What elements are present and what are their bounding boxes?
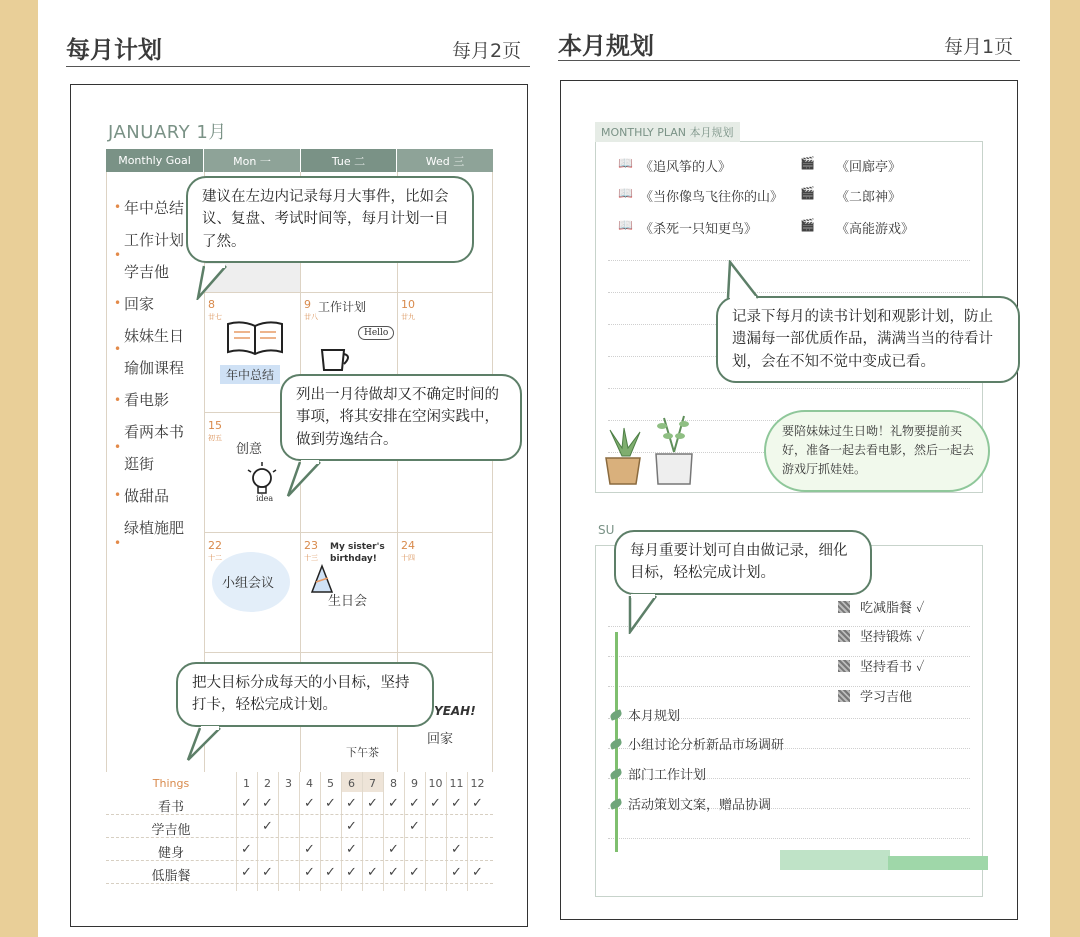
washi-tape (888, 856, 988, 870)
check-mark-icon: ✓ (241, 796, 252, 811)
dotted-line (608, 388, 970, 389)
note-creative: 创意 (236, 442, 263, 457)
left-divider (66, 66, 530, 67)
tip-bubble-monthly: 每月重要计划可自由做记录，细化目标，轻松完成计划。 (614, 530, 872, 595)
bubble-tail (286, 460, 326, 498)
note-afternoon-tea: 下午茶 (346, 746, 379, 759)
dotted-line (608, 838, 970, 839)
things-row-label: 健身 (157, 846, 184, 861)
check-mark-icon: ✓ (472, 865, 483, 880)
check-mark-icon: ✓ (388, 865, 399, 880)
day-lunar: 初五 (208, 434, 222, 442)
film-icon: 🎬 (800, 186, 815, 200)
goal-item: 妹妹生日 (124, 327, 185, 345)
calendar-header (106, 149, 493, 172)
note-yeah: YEAH! (434, 704, 476, 718)
day-number: 8 (208, 298, 215, 311)
things-day-number: 6 (348, 777, 355, 790)
check-mark-icon: ✓ (241, 842, 252, 857)
check-mark-icon: ✓ (472, 796, 483, 811)
day-lunar: 十二 (208, 554, 222, 562)
grid-hline (204, 532, 493, 533)
washi-tape (780, 850, 890, 870)
header-mon: Mon 一 (204, 149, 301, 172)
checkbox-square-icon (838, 601, 850, 613)
check-mark-icon: ✓ (451, 865, 462, 880)
check-item: 吃减脂餐 ✓ (860, 601, 925, 616)
note-summary: 年中总结 (220, 365, 280, 384)
things-day-number: 4 (306, 777, 313, 790)
check-mark-icon: ✓ (262, 796, 273, 811)
movie-item: 《二郎神》 (836, 190, 902, 205)
check-mark-icon: ✓ (325, 796, 336, 811)
dotted-line (608, 260, 970, 261)
note-sister-birthday: My sister's birthday! (330, 542, 385, 564)
coffee-cup-icon (318, 340, 354, 374)
goal-item: 看两本书 (124, 423, 185, 441)
things-day-number: 12 (470, 777, 485, 790)
goal-item: 看电影 (124, 391, 170, 409)
check-mark-icon: ✓ (241, 865, 252, 880)
note-idea: idea (256, 494, 274, 503)
day-number: 24 (401, 539, 415, 552)
bubble-tail (624, 594, 664, 634)
right-section-title: 本月规划 (558, 32, 654, 60)
check-mark-icon: ✓ (346, 865, 357, 880)
check-mark-icon: ✓ (346, 842, 357, 857)
note-work-plan: 工作计划 (318, 300, 367, 314)
check-item: 坚持锻炼 ✓ (860, 630, 925, 645)
dotted-line (608, 686, 970, 687)
book-icon: 📖 (618, 218, 633, 232)
book-item: 《当你像鸟飞往你的山》 (640, 190, 784, 205)
task-item: 本月规划 (628, 709, 681, 724)
goal-bullet: • (114, 440, 122, 454)
things-day-number: 10 (428, 777, 443, 790)
day-number: 23 (304, 539, 318, 552)
open-book-icon (224, 318, 286, 358)
goal-bullet: • (114, 200, 122, 214)
things-day-number: 7 (369, 777, 376, 790)
goal-bullet: • (114, 536, 122, 550)
summary-label: SU (598, 523, 615, 537)
goal-item: 瑜伽课程 (124, 359, 185, 377)
book-icon: 📖 (618, 186, 633, 200)
day-lunar: 十三 (304, 554, 318, 562)
check-mark-icon: ✓ (409, 796, 420, 811)
month-title: JANUARY 1月 (108, 122, 227, 143)
check-mark-icon: ✓ (325, 865, 336, 880)
goal-bullet: • (114, 488, 122, 502)
day-lunar: 廿八 (304, 313, 318, 321)
goal-bullet: • (114, 248, 122, 262)
goal-bullet: • (114, 296, 122, 310)
day-number: 10 (401, 298, 415, 311)
check-mark-icon: ✓ (430, 796, 441, 811)
book-item: 《杀死一只知更鸟》 (640, 222, 758, 237)
things-day-number: 5 (327, 777, 334, 790)
day-lunar: 十四 (401, 554, 415, 562)
goal-item: 年中总结 (124, 199, 185, 217)
check-mark-icon: ✓ (367, 865, 378, 880)
potted-plant-icon (650, 412, 700, 488)
goal-item: 工作计划 (124, 231, 185, 249)
note-birthday-party: 生日会 (328, 594, 368, 609)
goal-item: 学吉他 (124, 263, 170, 281)
things-day-number: 3 (285, 777, 292, 790)
checkbox-square-icon (838, 690, 850, 702)
check-mark-icon: ✓ (304, 842, 315, 857)
movie-item: 《高能游戏》 (836, 222, 915, 237)
grid-hline (204, 652, 493, 653)
grid-hline (204, 292, 493, 293)
things-header-label: Things (152, 777, 190, 790)
things-day-number: 11 (449, 777, 464, 790)
bubble-tail (186, 726, 226, 762)
check-mark-icon: ✓ (451, 842, 462, 857)
goal-item: 回家 (124, 295, 155, 313)
tip-bubble-events: 建议在左边内记录每月大事件，比如会议、复盘、考试时间等，每月计划一目了然。 (186, 176, 474, 263)
tip-bubble-goals: 把大目标分成每天的小目标，坚持打卡，轻松完成计划。 (176, 662, 434, 727)
header-monthly-goal: Monthly Goal (106, 149, 204, 172)
right-divider (558, 60, 1020, 61)
monthly-plan-label: MONTHLY PLAN 本月规划 (595, 122, 740, 142)
check-mark-icon: ✓ (451, 796, 462, 811)
goal-item: 做甜品 (124, 487, 170, 505)
film-icon: 🎬 (800, 218, 815, 232)
things-row-label: 看书 (157, 800, 184, 815)
day-number: 9 (304, 298, 311, 311)
check-mark-icon: ✓ (346, 819, 357, 834)
note-group-meeting: 小组会议 (222, 576, 275, 591)
things-day-number: 8 (390, 777, 397, 790)
task-item: 小组讨论分析新品市场调研 (628, 738, 785, 753)
check-mark-icon: ✓ (367, 796, 378, 811)
check-mark-icon: ✓ (262, 819, 273, 834)
book-item: 《追风筝的人》 (640, 160, 732, 175)
task-item: 活动策划文案，赠品协调 (628, 798, 772, 813)
note-home: 回家 (427, 732, 454, 747)
check-mark-icon: ✓ (388, 796, 399, 811)
check-mark-icon: ✓ (409, 819, 420, 834)
film-icon: 🎬 (800, 156, 815, 170)
left-page-count: 每月2页 (452, 40, 522, 62)
task-item: 部门工作计划 (628, 768, 707, 783)
things-day-number: 9 (411, 777, 418, 790)
day-lunar: 廿九 (401, 313, 415, 321)
things-day-number: 1 (243, 777, 250, 790)
book-icon: 📖 (618, 156, 633, 170)
things-row-label: 学吉他 (151, 823, 191, 838)
dotted-line (608, 292, 970, 293)
header-wed: Wed 三 (397, 149, 493, 172)
header-tue: Tue 二 (301, 149, 397, 172)
tip-bubble-schedule: 列出一月待做却又不确定时间的事项，将其安排在空闲实践中，做到劳逸结合。 (280, 374, 522, 461)
potted-plant-icon (600, 426, 646, 488)
things-day-number: 2 (264, 777, 271, 790)
goal-bullet: • (114, 393, 122, 407)
bubble-tail (724, 260, 764, 300)
goal-item: 逛街 (124, 455, 155, 473)
day-number: 22 (208, 539, 222, 552)
tip-bubble-reading: 记录下每月的读书计划和观影计划，防止遗漏每一部优质作品，满满当当的待看计划，会在不知不觉中变成已看。 (716, 296, 1020, 383)
bubble-tail (196, 264, 236, 300)
goal-bullet: • (114, 342, 122, 356)
things-row-label: 低脂餐 (151, 869, 191, 884)
check-mark-icon: ✓ (346, 796, 357, 811)
movie-item: 《回廊亭》 (836, 160, 902, 175)
day-number: 15 (208, 419, 222, 432)
check-item: 坚持看书 ✓ (860, 660, 925, 675)
goal-item: 绿植施肥 (124, 519, 185, 537)
note-hello: Hello (358, 326, 394, 340)
day-lunar: 廿七 (208, 313, 222, 321)
check-mark-icon: ✓ (409, 865, 420, 880)
birthday-note-text: 要陪妹妹过生日呦！礼物要提前买好，准备一起去看电影，然后一起去游戏厅抓娃娃。 (782, 424, 975, 477)
check-mark-icon: ✓ (262, 865, 273, 880)
right-page-count: 每月1页 (944, 36, 1014, 58)
checkbox-square-icon (838, 630, 850, 642)
check-mark-icon: ✓ (304, 796, 315, 811)
check-mark-icon: ✓ (388, 842, 399, 857)
check-mark-icon: ✓ (304, 865, 315, 880)
check-item: 学习吉他 (860, 690, 913, 705)
left-section-title: 每月计划 (66, 36, 162, 64)
checkbox-square-icon (838, 660, 850, 672)
